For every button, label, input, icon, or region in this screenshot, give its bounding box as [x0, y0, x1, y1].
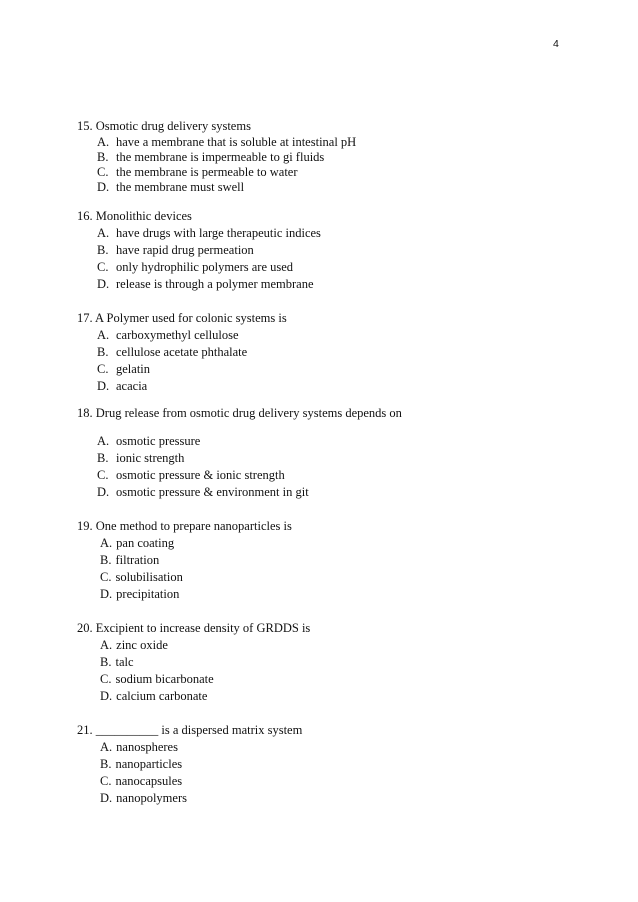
page-number: 4: [553, 38, 559, 50]
option-16-d: D. release is through a polymer membrane: [97, 277, 314, 291]
question-19: 19. One method to prepare nanoparticles is: [77, 519, 292, 533]
option-16-c: C. only hydrophilic polymers are used: [97, 260, 294, 274]
option-20-c: C. sodium bicarbonate: [100, 672, 214, 686]
option-18-c: C. osmotic pressure & ionic strength: [97, 468, 285, 482]
option-18-a: A. osmotic pressure: [97, 434, 201, 448]
option-21-a: A. nanospheres: [100, 740, 178, 754]
option-15-c: C. the membrane is permeable to water: [97, 165, 298, 179]
option-19-b: B. filtration: [100, 553, 160, 567]
question-18: 18. Drug release from osmotic drug delivery systems depends on: [77, 406, 402, 420]
option-20-b: B. talc: [100, 655, 134, 669]
option-17-d: D. acacia: [97, 379, 148, 393]
question-15: 15. Osmotic drug delivery systems: [77, 119, 251, 133]
option-18-b: B. ionic strength: [97, 451, 185, 465]
option-19-c: C. solubilisation: [100, 570, 183, 584]
option-17-c: C. gelatin: [97, 362, 151, 376]
question-16: 16. Monolithic devices: [77, 209, 192, 223]
option-16-a: A. have drugs with large therapeutic indices: [97, 226, 321, 240]
question-17: 17. A Polymer used for colonic systems is: [77, 311, 287, 325]
option-19-a: A. pan coating: [100, 536, 175, 550]
option-17-b: B. cellulose acetate phthalate: [97, 345, 248, 359]
option-15-a: A. have a membrane that is soluble at intestinal pH: [97, 135, 357, 149]
question-21: 21. __________ is a dispersed matrix system: [77, 723, 303, 737]
option-20-d: D. calcium carbonate: [100, 689, 208, 703]
option-15-b: B. the membrane is impermeable to gi fluids: [97, 150, 325, 164]
question-20: 20. Excipient to increase density of GRDDS is: [77, 621, 311, 635]
option-17-a: A. carboxymethyl cellulose: [97, 328, 239, 342]
option-15-d: D. the membrane must swell: [97, 180, 245, 194]
option-21-b: B. nanoparticles: [100, 757, 183, 771]
option-20-a: A. zinc oxide: [100, 638, 168, 652]
option-21-d: D. nanopolymers: [100, 791, 187, 805]
option-21-c: C. nanocapsules: [100, 774, 183, 788]
option-16-b: B. have rapid drug permeation: [97, 243, 254, 257]
option-19-d: D. precipitation: [100, 587, 180, 601]
option-18-d: D. osmotic pressure & environment in git: [97, 485, 309, 499]
